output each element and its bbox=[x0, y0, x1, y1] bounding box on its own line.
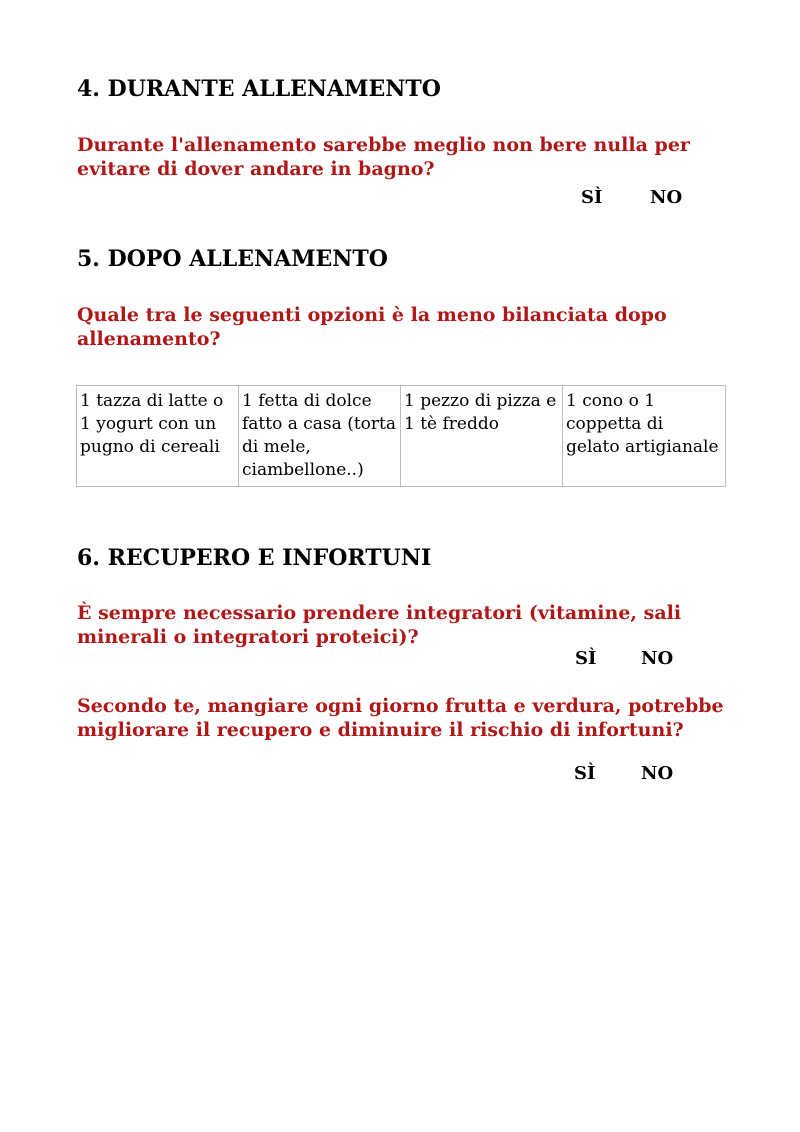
question-bere-durante-allenamento: Durante l'allenamento sarebbe meglio non bere nulla per evitare di dover andare in bagno? bbox=[77, 134, 690, 180]
option-dolce-fatto-a-casa[interactable]: 1 fetta di dolce fatto a casa (torta di mele, ciambellone..) bbox=[239, 386, 401, 487]
answer-yes[interactable]: SÌ bbox=[574, 763, 596, 784]
question-integratori: È sempre necessario prendere integratori (vitamine, sali minerali o integratori proteici)? bbox=[77, 602, 682, 648]
section-title-durante-allenamento: 4. DURANTE ALLENAMENTO bbox=[77, 76, 441, 102]
answer-no[interactable]: NO bbox=[641, 763, 674, 784]
option-latte-yogurt[interactable]: 1 tazza di latte o 1 yogurt con un pugno di cereali bbox=[77, 386, 239, 487]
section-title-recupero-infortuni: 6. RECUPERO E INFORTUNI bbox=[77, 545, 432, 571]
answer-yes[interactable]: SÌ bbox=[581, 187, 603, 208]
answer-yes[interactable]: SÌ bbox=[575, 648, 597, 669]
options-table bbox=[76, 385, 726, 487]
option-gelato-artigianale[interactable]: 1 cono o 1 coppetta di gelato artigianale bbox=[563, 386, 726, 487]
section-title-dopo-allenamento: 5. DOPO ALLENAMENTO bbox=[77, 246, 388, 272]
options-row bbox=[77, 386, 726, 487]
answer-no[interactable]: NO bbox=[641, 648, 674, 669]
question-frutta-verdura: Secondo te, mangiare ogni giorno frutta e verdura, potrebbe migliorare il recupero e diminuire il rischio di infortuni? bbox=[77, 695, 724, 741]
answer-no[interactable]: NO bbox=[650, 187, 683, 208]
option-pizza-te-freddo[interactable]: 1 pezzo di pizza e 1 tè freddo bbox=[401, 386, 563, 487]
question-meno-bilanciata: Quale tra le seguenti opzioni è la meno bilanciata dopo allenamento? bbox=[77, 304, 667, 350]
